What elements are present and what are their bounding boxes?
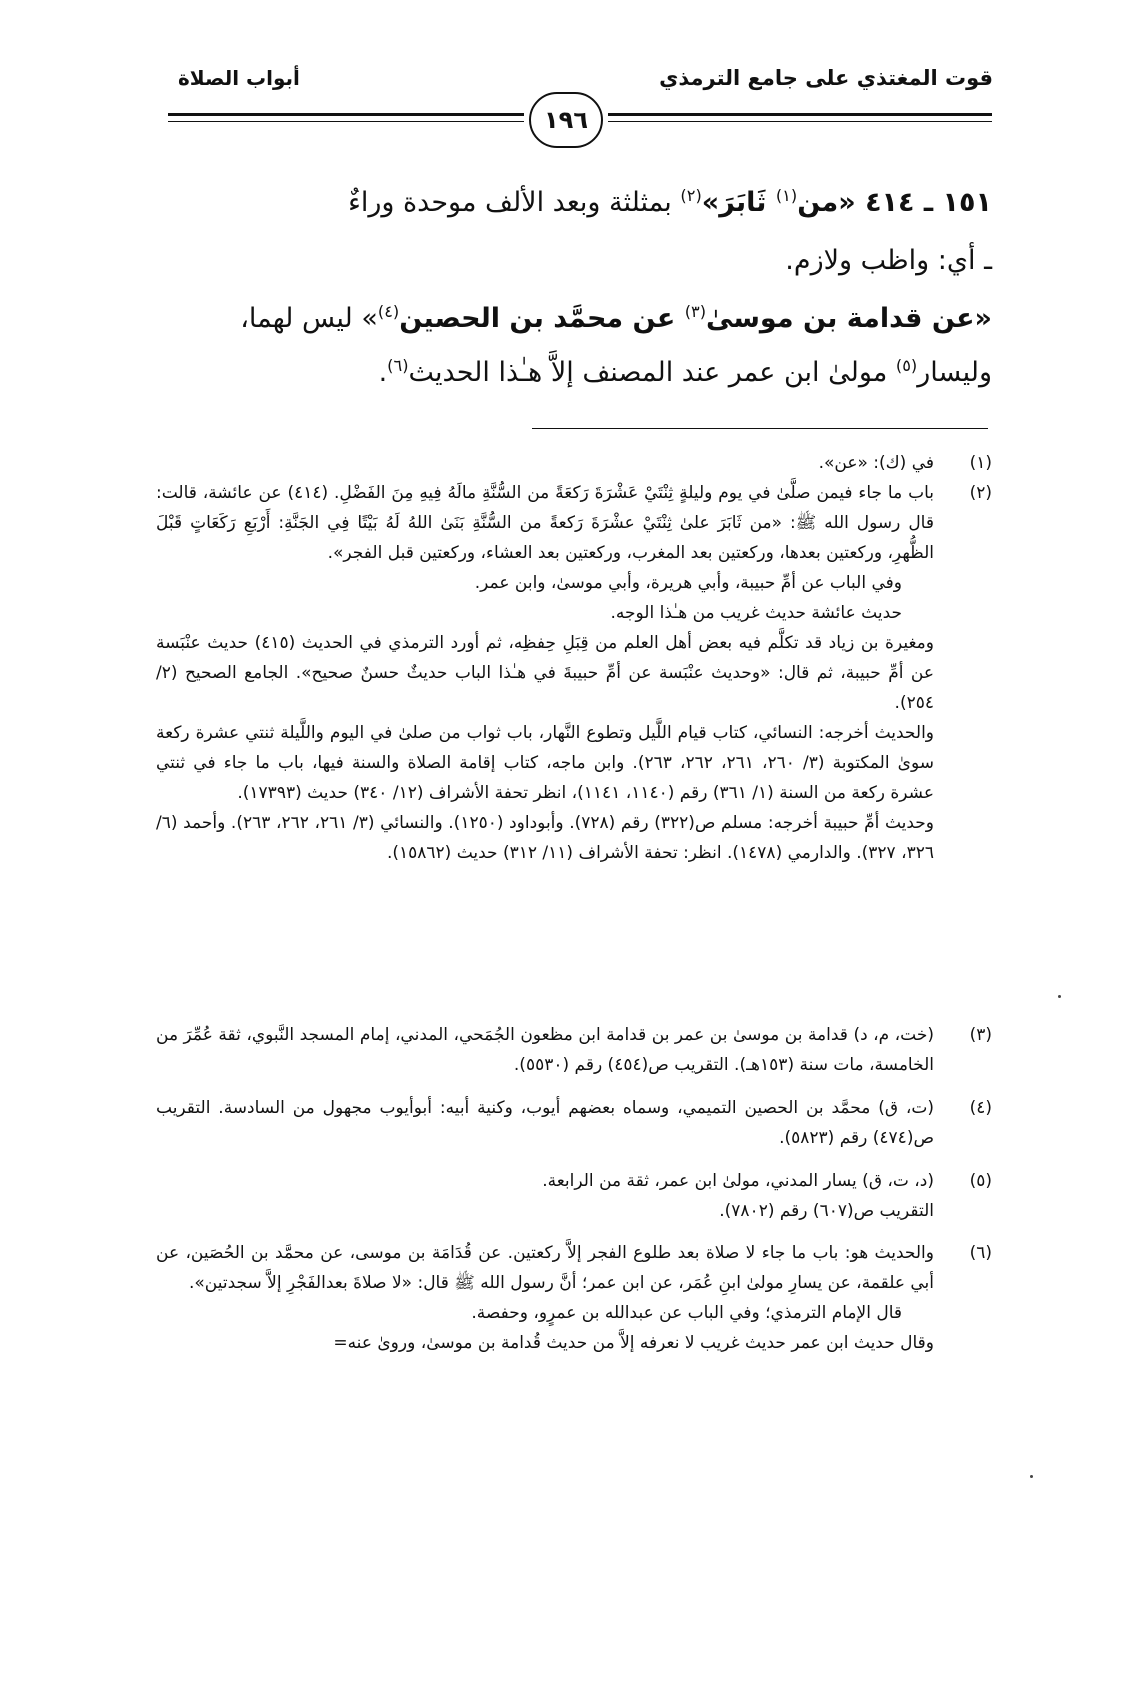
footnote-paragraph: والحديث أخرجه: النسائي، كتاب قيام اللَّيل وتطوع النَّهار، باب ثواب من صلىٰ في اليوم واللَّيلة ثنتي عشرة ركعة سوىٰ المكتوبة (٣/ ٢٦٠، ٢٦١، ٢٦٢، ٢٦٣). وابن ماجه، كتاب إقامة الصلاة والسنة فيها، باب ما جاء في ثنتي عشرة ركعة من السنة (١/ ٣٦١) رقم (١١٤٠، ١١٤١)، انظر تحفة الأشراف (١٢/ ٣٤٠) حديث (١٧٣٩٣). <box>156 723 935 803</box>
footnote-text: (ت، ق) محمَّد بن الحصين التميمي، وسماه بعضهم أيوب، وكنية أبيه: أبوأيوب مجهول من السادسة. التقريب ص(٤٧٤) رقم (٥٨٢٣). <box>156 1098 934 1148</box>
footnote-text: في (ك): «عن». <box>818 453 934 473</box>
line1-rest: بمثلثة وبعد الألف موحدة وراءٌ <box>348 187 681 218</box>
footnote-1 <box>156 448 992 478</box>
header-rule-right-thin <box>608 121 992 122</box>
keyword: ثَابَرَ» <box>701 187 776 218</box>
scan-speck <box>1030 1475 1033 1478</box>
main-text-line-2 <box>162 230 992 292</box>
footnote-paragraph: والحديث هو: باب ما جاء لا صلاة بعد طلوع الفجر إلاَّ ركعتين. عن قُدَامَة بن موسى، عن محمَّد بن الحُصَين، عن أبي علقمة، عن يسارِ مولىٰ ابنِ عُمَر، عن ابن عمر؛ أنَّ رسول الله ﷺ قال: «لا صلاةَ بعدالفَجْرِ إلاَّ سجدتين». <box>156 1243 934 1293</box>
page-number: ١٩٦ <box>529 92 603 148</box>
footnote-ref-5: (٥) <box>895 356 918 375</box>
footnote-2 <box>156 478 992 868</box>
entry-number: ١٥١ ـ ٤١٤ «من <box>797 187 992 218</box>
main-text-line-4 <box>162 342 992 404</box>
line4-b: مولىٰ ابن عمر عند المصنف إلاَّ هـٰذا الحديث <box>408 357 896 388</box>
footnote-ref-1: (١) <box>775 186 798 205</box>
header-rule-left <box>168 113 524 116</box>
footnote-ref-4: (٤) <box>377 302 400 321</box>
isnad-a: «عن قدامة بن موسىٰ <box>706 303 992 334</box>
line3-rest: » ليس لهما، <box>240 303 378 334</box>
footnote-ref-2: (٢) <box>680 186 702 205</box>
line2-text: ـ أي: واظب ولازم. <box>785 245 992 276</box>
footnote-text: (خت، م، د) قدامة بن موسىٰ بن عمر بن قدامة ابن مظعون الجُمَحي، المدني، إمام المسجد النَّبوي، ثقة عُمِّرَ من الخامسة، مات سنة (١٥٣هـ). التقريب ص(٤٥٤) رقم (٥٥٣٠). <box>156 1025 934 1075</box>
line4-c: . <box>378 357 388 388</box>
header-rule-right <box>608 113 992 116</box>
footnote-number: (١) <box>969 453 992 473</box>
footnote-paragraph: باب ما جاء فيمن صلَّىٰ في يوم وليلةٍ ثِنْتَيْ عَشْرَةَ رَكعَةً من السُّنَّةِ مالَهُ فِيهِ مِنَ الفَضْلِ. (٤١٤) عن عائشة، قالت: قال رسول الله ﷺ: «من ثَابَرَ علىٰ ثِنْتَيْ عشْرَةَ رَكعةً من السُّنَّةِ بَنَىٰ اللهُ لَهُ بَيْتًا فِي الجَنَّةِ: أَرْبَعِ رَكَعَاتٍ قَبْلَ الظُّهرِ، وركعتين بعدها، وركعتين بعد المغرب، وركعتين بعد العشاء، وركعتين قبل الفجر». <box>156 483 934 563</box>
header-rule-left-thin <box>168 121 524 122</box>
footnote-paragraph: حديث عائشة حديث غريب من هـٰذا الوجه. <box>610 603 902 623</box>
footnote-ref-6: (٦) <box>387 356 409 375</box>
footnote-paragraph: وقال حديث ابن عمر حديث غريب لا نعرفه إلاَّ من حديث قُدامة بن موسىٰ، وروىٰ عنه= <box>333 1333 934 1353</box>
footnote-paragraph: وفي الباب عن أمِّ حبيبة، وأبي هريرة، وأبي موسىٰ، وابن عمر. <box>474 573 902 593</box>
footnote-number: (٦) <box>969 1243 992 1263</box>
line4-a: وليسار <box>917 357 992 388</box>
footnote-3 <box>156 1020 992 1080</box>
main-text-line-1 <box>162 172 992 234</box>
running-header-book-title: قوت المغتذي على جامع الترمذي <box>659 66 993 90</box>
footnote-separator <box>532 428 988 429</box>
footnote-ref-3: (٣) <box>684 302 707 321</box>
footnote-4 <box>156 1093 992 1153</box>
scan-speck <box>1058 995 1061 998</box>
footnote-6 <box>156 1238 992 1358</box>
footnote-number: (٢) <box>969 483 992 503</box>
footnote-paragraph: قال الإمام الترمذي؛ وفي الباب عن عبدالله بن عمرٍو، وحفصة. <box>471 1303 902 1323</box>
footnote-paragraph: التقريب ص(٦٠٧) رقم (٧٨٠٢). <box>719 1201 934 1221</box>
main-text-line-3 <box>162 288 992 350</box>
isnad-b: عن محمَّد بن الحصين <box>399 303 685 334</box>
running-header-section-title: أبواب الصلاة <box>178 66 300 90</box>
footnote-paragraph: ومغيرة بن زياد قد تكلَّم فيه بعض أهل العلم من قِبَلِ حِفظِه، ثم أورد الترمذي في الحديث (٤١٥) حديث عنْبَسة عن أمِّ حبيبة، ثم قال: «وحديث عنْبَسة عن أمِّ حبيبةَ في هـٰذا الباب حديثٌ حسنٌ صحيح». الجامع الصحيح (٢/ ٢٥٤). <box>156 633 934 713</box>
footnote-5 <box>156 1166 992 1226</box>
footnote-paragraph: وحديث أمِّ حبيبة أخرجه: مسلم ص(٣٢٢) رقم (٧٢٨). وأبوداود (١٢٥٠). والنسائي (٣/ ٢٦١، ٢٦٢، ٢٦٣). وأحمد (٦/ ٣٢٦، ٣٢٧). والدارمي (١٤٧٨). انظر: تحفة الأشراف (١١/ ٣١٢) حديث (١٥٨٦٢). <box>156 813 935 863</box>
footnote-number: (٥) <box>969 1171 992 1191</box>
footnote-number: (٤) <box>969 1098 992 1118</box>
footnote-paragraph: (د، ت، ق) يسار المدني، مولىٰ ابن عمر، ثقة من الرابعة. <box>542 1171 934 1191</box>
footnote-number: (٣) <box>969 1025 992 1045</box>
